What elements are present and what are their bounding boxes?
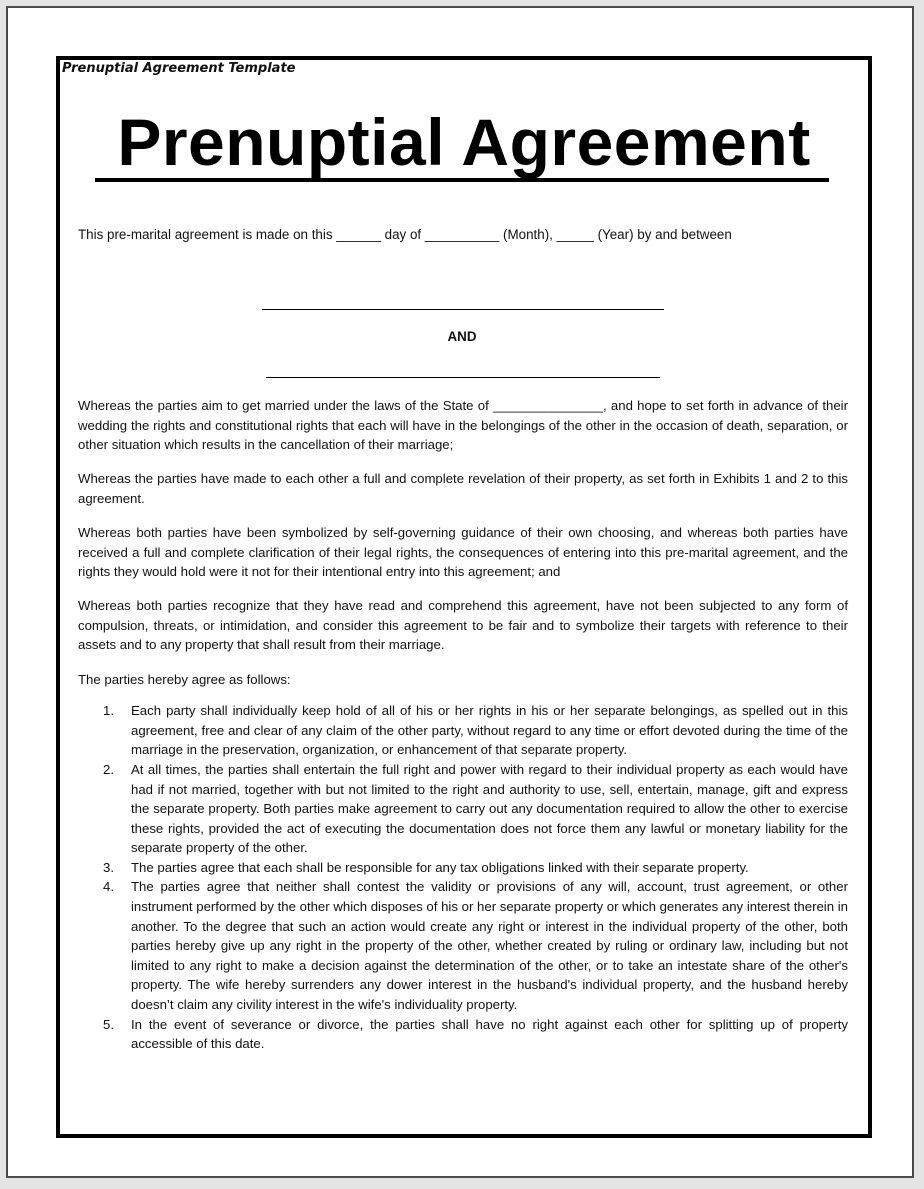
list-item-text: In the event of severance or divorce, the parties shall have no right against each other for splitting up of property accessible of this date.: [131, 1016, 848, 1052]
party-2-blank-line: [266, 377, 660, 378]
list-item-text: Each party shall individually keep hold of all of his or her rights in his or her separate belongings, as spelled out in this agreement, free and clear of any claim of the other party, without regard to any time or effort devoted during the time of the marriage in the preservation, organization, or enhancement of that separate property.: [131, 703, 848, 758]
list-item: [78, 858, 848, 878]
list-item-text: At all times, the parties shall entertain the full right and power with regard to their individual property as each would have had if not married, together with but not limited to the right and authority to use, sell, entertain, manage, gift and express the separate property. Both parties make agreement to carry out any documentation required to allow the other to exercise these rights, provided the act of executing the documentation does not force them any lawful or monetary liability for the separate property of the other.: [131, 761, 848, 856]
list-item-number: 2.: [103, 761, 114, 777]
agree-intro: The parties hereby agree as follows:: [78, 671, 291, 687]
terms-list: [78, 701, 848, 1054]
list-item: [78, 701, 848, 760]
whereas-paragraph-disclosure: Whereas the parties have made to each other a full and complete revelation of their property, as set forth in Exhibits 1 and 2 to this agreement.: [78, 471, 848, 506]
list-item: [78, 877, 848, 1014]
list-item-text: The parties agree that each shall be responsible for any tax obligations linked with their separate property.: [131, 859, 749, 875]
page-title: Prenuptial Agreement: [117, 105, 811, 179]
intro-line: This pre-marital agreement is made on this ______ day of __________ (Month), _____ (Year) by and between: [78, 227, 732, 242]
whereas-paragraph-counsel: Whereas both parties have been symbolized by self-governing guidance of their own choosing, and whereas both parties have received a full and complete clarification of their legal rights, the consequences of entering into this pre-marital agreement, and the rights they would hold were it not for their intentional entry into this agreement; and: [78, 524, 848, 580]
list-item: [78, 1015, 848, 1054]
list-item-number: 3.: [103, 859, 114, 875]
whereas-paragraph-marriage: Whereas the parties aim to get married under the laws of the State of _______________, and hope to set forth in advance of their wedding the rights and constitutional rights that each will have in the belongings of the other in the occasion of death, separation, or other situation which results in the cancellation of their marriage;: [78, 398, 848, 453]
title-underline: [95, 178, 829, 182]
list-item: [78, 760, 848, 858]
party-1-blank-line: [262, 309, 664, 310]
list-item-text: The parties agree that neither shall contest the validity or provisions of any will, account, trust agreement, or other instrument performed by the other which disposes of his or her separate property or which generates any interest therein in another. To the degree that such an action would create any right or interest in the individual property of the other, both parties hereby give up any right in the property of the other, whether created by ruling or ordinary law, including but not limited to any right to make a decision against the determination of the other, or to take an intestate share of the other's property. The wife hereby surrenders any dower interest in the husband's individual property, and the husband hereby doesn’t claim any civility interest in the wife's individuality property.: [131, 879, 848, 1013]
whereas-paragraph-consent: Whereas both parties recognize that they have read and comprehend this agreement, have not been subjected to any form of compulsion, threats, or intimidation, and consider this agreement to be fair and to symbolize their targets with reference to their assets and to any property that shall result from their marriage.: [78, 598, 848, 653]
list-item-number: 1.: [103, 703, 114, 719]
list-item-number: 4.: [103, 879, 114, 895]
template-label: Prenuptial Agreement Template: [62, 61, 296, 76]
and-label: AND: [447, 329, 477, 344]
agreement-body: [78, 396, 848, 1054]
list-item-number: 5.: [103, 1016, 114, 1032]
